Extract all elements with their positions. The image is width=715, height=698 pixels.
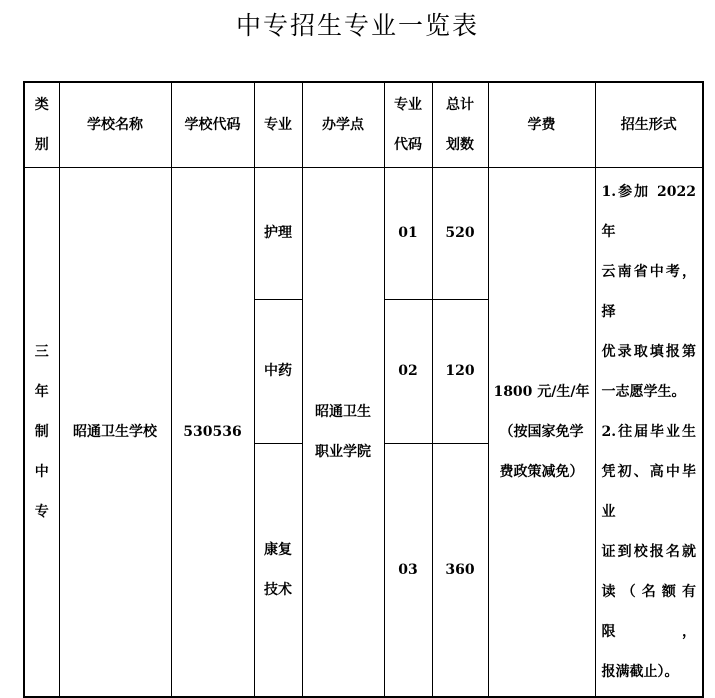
campus-cell: 昭通卫生 职业学院 [302,167,384,697]
major-cell: 护理 [254,167,302,299]
enrollment-method-cell: 1.参加 2022 年 云南省中考，择 优录取填报第 一志愿学生。 2.往届毕业生 凭初、高中毕业 证到校报名就 读（名额有限， 报满截止）。 [595,167,703,697]
category-cell: 三 年 制 中 专 [24,167,59,697]
major-cell: 康复 技术 [254,444,302,697]
major-code-cell: 02 [384,299,432,444]
header-campus: 办学点 [302,82,384,167]
major-code-cell: 01 [384,167,432,299]
header-major-code: 专业 代码 [384,82,432,167]
header-category: 类 别 [24,82,59,167]
table-row [24,167,703,299]
tuition-cell: 1800 元/生/年 （按国家免学 费政策减免） [488,167,595,697]
page-title: 中专招生专业一览表 [235,11,479,40]
plan-cell: 520 [432,167,488,299]
header-tuition: 学费 [488,82,595,167]
major-cell: 中药 [254,299,302,444]
header-row [24,82,703,167]
major-code-cell: 03 [384,444,432,697]
header-school-code: 学校代码 [171,82,254,167]
header-total-plan: 总计 划数 [432,82,488,167]
header-enrollment: 招生形式 [595,82,703,167]
school-name-cell: 昭通卫生学校 [59,167,171,697]
header-major: 专业 [254,82,302,167]
plan-cell: 120 [432,299,488,444]
school-code-cell: 530536 [171,167,254,697]
header-school-name: 学校名称 [59,82,171,167]
enrollment-table [23,81,704,698]
plan-cell: 360 [432,444,488,697]
